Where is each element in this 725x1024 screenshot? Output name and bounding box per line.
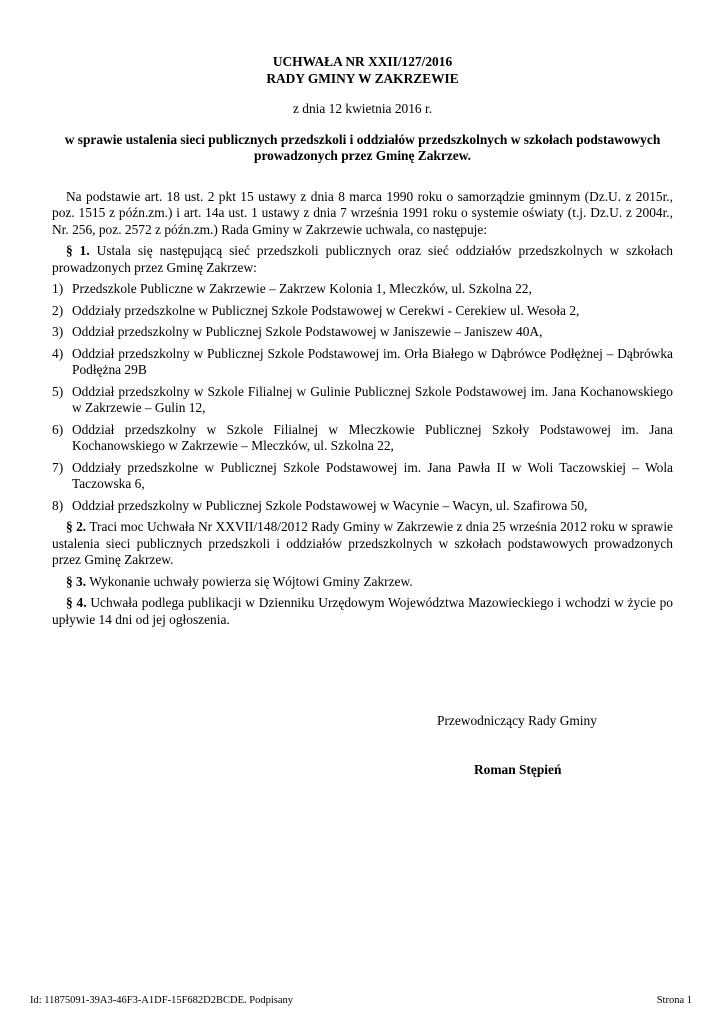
title-line-2: RADY GMINY W ZAKRZEWIE — [266, 70, 459, 86]
resolution-subject — [52, 132, 673, 165]
section-1-paragraph — [52, 243, 673, 276]
document-id: Id: 11875091-39A3-46F3-A1DF-15F682D2BCDE. Podpisany — [30, 995, 293, 1006]
institution-list — [52, 281, 673, 514]
subject-line-2: prowadzonych przez Gminę Zakrzew. — [254, 148, 471, 163]
list-item-text: Oddział przedszkolny w Publicznej Szkole Podstawowej w Wacynie – Wacyn, ul. Szafirowa 50, — [72, 497, 588, 513]
list-item-number: 4) — [52, 345, 64, 361]
list-item — [52, 422, 673, 455]
page-number: Strona 1 — [656, 995, 692, 1006]
signatory-name: Roman Stępień — [474, 762, 562, 777]
list-item-text: Oddział przedszkolny w Publicznej Szkole Podstawowej w Janiszewie – Janiszew 40A, — [72, 324, 543, 339]
list-item — [52, 498, 673, 515]
resolution-date: z dnia 12 kwietnia 2016 r. — [292, 101, 433, 116]
list-item-number: 2) — [52, 302, 64, 318]
title-line-1: UCHWAŁA NR XXII/127/2016 — [272, 54, 453, 69]
list-item-number: 8) — [52, 497, 64, 513]
list-item-text: Oddziały przedszkolne w Publicznej Szkole Podstawowej im. Jana Pawła II w Woli Taczowskiej – Wola Taczowska 6, — [72, 459, 673, 491]
section-2-text: Traci moc Uchwała Nr XXVII/148/2012 Rady Gminy w Zakrzewie z dnia 25 września 2012 roku w sprawie ustalenia sieci publicznych przedszkoli i oddziałów przedszkolnych w szkołach podstawowych prowadzonych przez Gminę Zakrzew. — [52, 519, 673, 567]
section-4-mark: § 4. — [66, 595, 87, 610]
list-item — [52, 384, 673, 417]
resolution-title — [52, 54, 673, 87]
list-item — [52, 324, 673, 341]
section-3-paragraph — [52, 574, 673, 591]
list-item-text: Oddział przedszkolny w Publicznej Szkole Podstawowej im. Orła Białego w Dąbrówce Podłężnej – Dąbrówka Podłężna 29B — [72, 345, 673, 377]
list-item — [52, 346, 673, 379]
subject-line-1: w sprawie ustalenia sieci publicznych przedszkoli i oddziałów przedszkolnych w szkołach podstawowych — [64, 131, 661, 147]
section-1-text: Ustala się następującą sieć przedszkoli publicznych oraz sieć oddziałów przedszkolnych w szkołach prowadzonych przez Gminę Zakrzew: — [52, 243, 673, 275]
section-4-paragraph — [52, 595, 673, 628]
list-item-number: 7) — [52, 459, 64, 475]
list-item-text: Oddziały przedszkolne w Publicznej Szkole Podstawowej w Cerekwi - Cerekiew ul. Wesoła 2, — [72, 302, 580, 318]
list-item-text: Oddział przedszkolny w Szkole Filialnej w Mleczkowie Publicznej Szkoły Podstawowej im. Jana Kochanowskiego w Zakrzewie – Mleczków, ul. Szkolna 22, — [72, 421, 673, 453]
list-item-number: 1) — [52, 281, 64, 296]
signatory-role: Przewodniczący Rady Gminy — [437, 713, 597, 728]
list-item-number: 5) — [52, 383, 64, 399]
section-2-mark: § 2. — [66, 519, 87, 534]
document-content — [52, 54, 673, 628]
list-item-text: Oddział przedszkolny w Szkole Filialnej w Gulinie Publicznej Szkole Podstawowej im. Jana Kochanowskiego w Zakrzewie – Gulin 12, — [72, 383, 673, 415]
list-item-number: 3) — [52, 324, 64, 339]
list-item-number: 6) — [52, 421, 64, 437]
section-3-mark: § 3. — [66, 573, 87, 589]
section-1-mark: § 1. — [66, 243, 90, 258]
section-3-text: Wykonanie uchwały powierza się Wójtowi Gminy Zakrzew. — [86, 573, 413, 589]
list-item — [52, 303, 673, 320]
list-item — [52, 460, 673, 493]
section-4-text: Uchwała podlega publikacji w Dzienniku Urzędowym Województwa Mazowieckiego i wchodzi w życie po upływie 14 dni od jej ogłoszenia. — [52, 595, 674, 627]
legal-basis-paragraph: Na podstawie art. 18 ust. 2 pkt 15 ustawy z dnia 8 marca 1990 roku o samorządzie gminnym (Dz.U. z 2015r., poz. 1515 z późn.zm.) i art. 14a ust. 1 ustawy z dnia 7 września 1991 roku o systemie oświaty (t.j. Dz.U. z 2004r., Nr. 256, poz. 2572 z późn.zm.) Rada Gminy w Zakrzewie uchwala, co następuje: — [52, 188, 673, 237]
list-item-text: Przedszkole Publiczne w Zakrzewie – Zakrzew Kolonia 1, Mleczków, ul. Szkolna 22, — [72, 281, 532, 296]
section-2-paragraph — [52, 519, 673, 569]
list-item — [52, 281, 673, 298]
